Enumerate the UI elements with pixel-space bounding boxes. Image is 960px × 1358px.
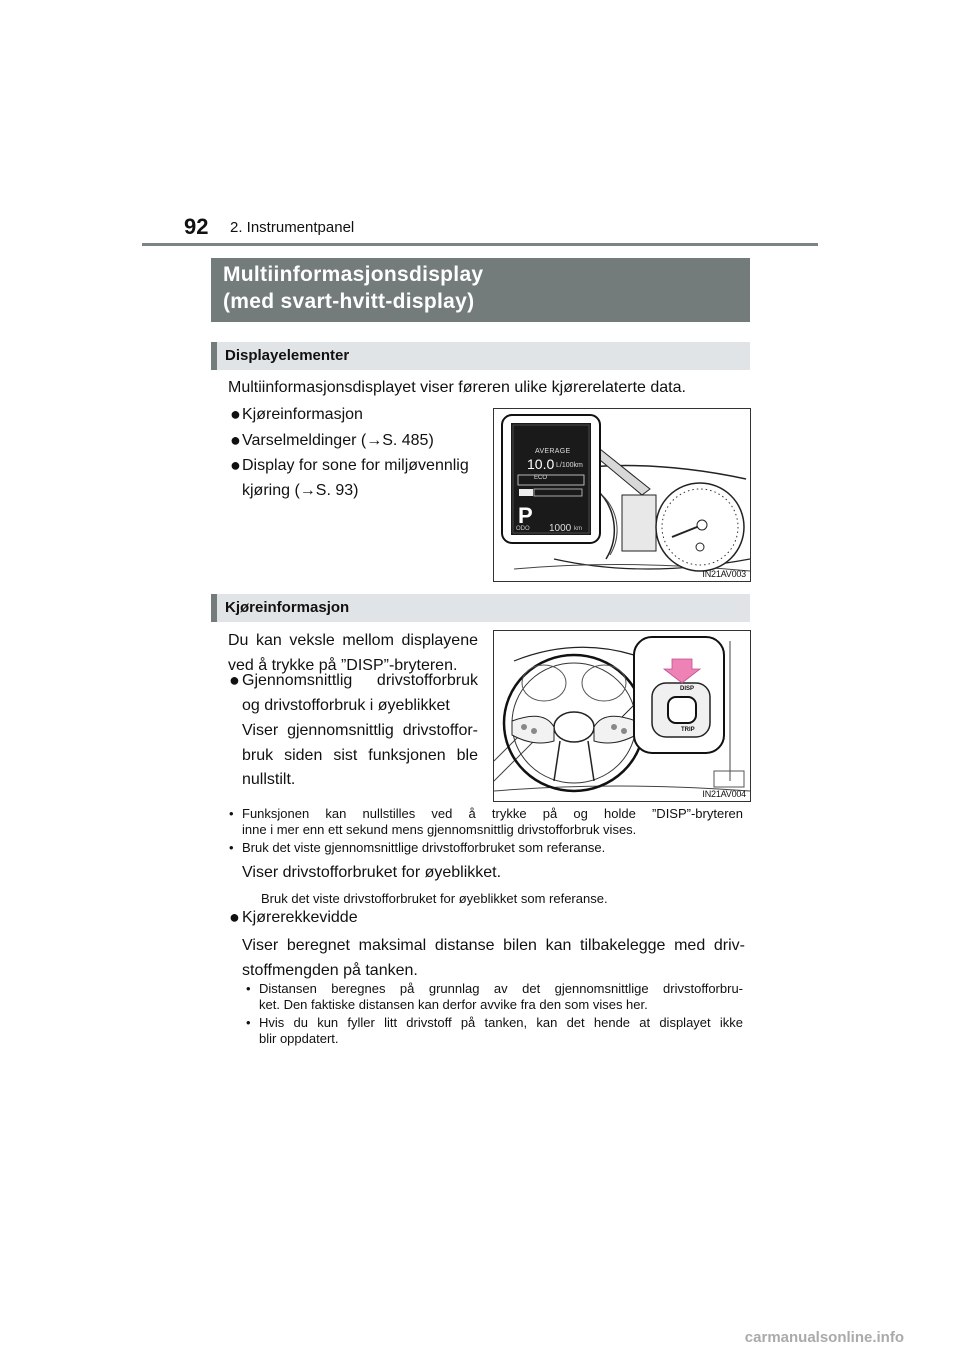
- title-line-2: (med svart-hvitt-display): [223, 290, 475, 313]
- figure-steering-wheel: [493, 630, 751, 802]
- intro-text: Multiinformasjonsdisplayet viser føreren ulike kjørerelaterte data.: [228, 379, 686, 396]
- figure-instrument-cluster: [493, 408, 751, 582]
- note-bullet: •: [229, 806, 234, 821]
- page-number: 92: [184, 214, 209, 239]
- bullet-icon: ●: [230, 404, 241, 424]
- note-text: ket. Den faktiske distansen kan derfor avvike fra den som vises her.: [259, 997, 648, 1012]
- figure-code: IN21AV003: [702, 569, 746, 579]
- list-item: Gjennomsnittlig drivstofforbruk: [242, 672, 478, 689]
- subheading-kjoreinformasjon: Kjøreinformasjon: [211, 594, 750, 622]
- title-line-1: Multiinformasjonsdisplay: [223, 263, 484, 286]
- steering-wheel-illustration: [494, 631, 750, 801]
- description-text: Viser gjennomsnittlig drivstoffor-: [242, 722, 478, 739]
- description-text: bruk siden sist funksjonen ble: [242, 747, 478, 764]
- note-text: inne i mer enn ett sekund mens gjennomsnittlig drivstofforbruk vises.: [242, 822, 637, 837]
- list-item: Kjørerekkevidde: [242, 909, 358, 926]
- note-text: Bruk det viste drivstofforbruket for øyeblikket som referanse.: [261, 891, 608, 906]
- description-text: nullstilt.: [242, 771, 296, 788]
- description-text: Viser drivstofforbruket for øyeblikket.: [242, 864, 502, 881]
- body-text: ved å trykke på ”DISP”-bryteren.: [228, 657, 458, 674]
- note-text: Distansen beregnes på grunnlag av det gjennomsnittlige drivstofforbru-: [259, 981, 743, 996]
- subheading-displayelementer: Displayelementer: [211, 342, 750, 370]
- list-item: ● Varselmeldinger (→S. 485): [230, 430, 434, 450]
- note-text: blir oppdatert.: [259, 1031, 339, 1046]
- instrument-cluster-illustration: [494, 409, 750, 581]
- display-average-label: AVERAGE: [535, 448, 571, 455]
- display-average-value: 10.0: [527, 456, 555, 472]
- note-text: Hvis du kun fyller litt drivstoff på tanken, kan det hende at displayet ikke: [259, 1015, 743, 1030]
- watermark: carmanualsonline.info: [744, 1329, 904, 1346]
- disp-switch-label: DISP: [680, 686, 695, 692]
- display-odo-label: ODO: [516, 526, 530, 532]
- note-text: Bruk det viste gjennomsnittlige drivstofforbruket som referanse.: [242, 840, 606, 855]
- note-bullet: •: [246, 1015, 251, 1030]
- section-title-box: [211, 258, 750, 322]
- list-item-continuation: kjøring (→S. 93): [242, 482, 359, 499]
- description-text: Viser beregnet maksimal distanse bilen kan tilbakelegge med driv-: [242, 937, 745, 954]
- list-item: ● Kjøreinformasjon: [230, 404, 363, 424]
- list-item: ● Display for sone for miljøvennlig: [230, 455, 469, 475]
- display-eco-label: ECO: [534, 475, 548, 481]
- display-odo-unit: km: [574, 526, 582, 532]
- bullet-icon: ●: [229, 670, 240, 690]
- bullet-icon: ●: [230, 455, 241, 475]
- display-odo-value: 1000: [549, 523, 572, 534]
- header-rule: [142, 243, 818, 246]
- bullet-icon: ●: [230, 430, 241, 450]
- display-average-unit: L/100km: [556, 462, 583, 469]
- trip-switch-label: TRIP: [681, 727, 695, 733]
- note-bullet: •: [229, 840, 234, 855]
- note-text: Funksjonen kan nullstilles ved å trykke på og holde ”DISP”-bryteren: [242, 806, 743, 821]
- display-gear: P: [518, 503, 533, 528]
- description-text: stoffmengden på tanken.: [242, 962, 418, 979]
- chapter-title: 2. Instrumentpanel: [230, 219, 355, 236]
- list-item-continuation: og drivstofforbruk i øyeblikket: [242, 697, 450, 714]
- bullet-icon: ●: [229, 907, 240, 927]
- note-bullet: •: [246, 981, 251, 996]
- body-text: Du kan veksle mellom displayene: [228, 632, 478, 649]
- figure-code: IN21AV004: [702, 789, 746, 799]
